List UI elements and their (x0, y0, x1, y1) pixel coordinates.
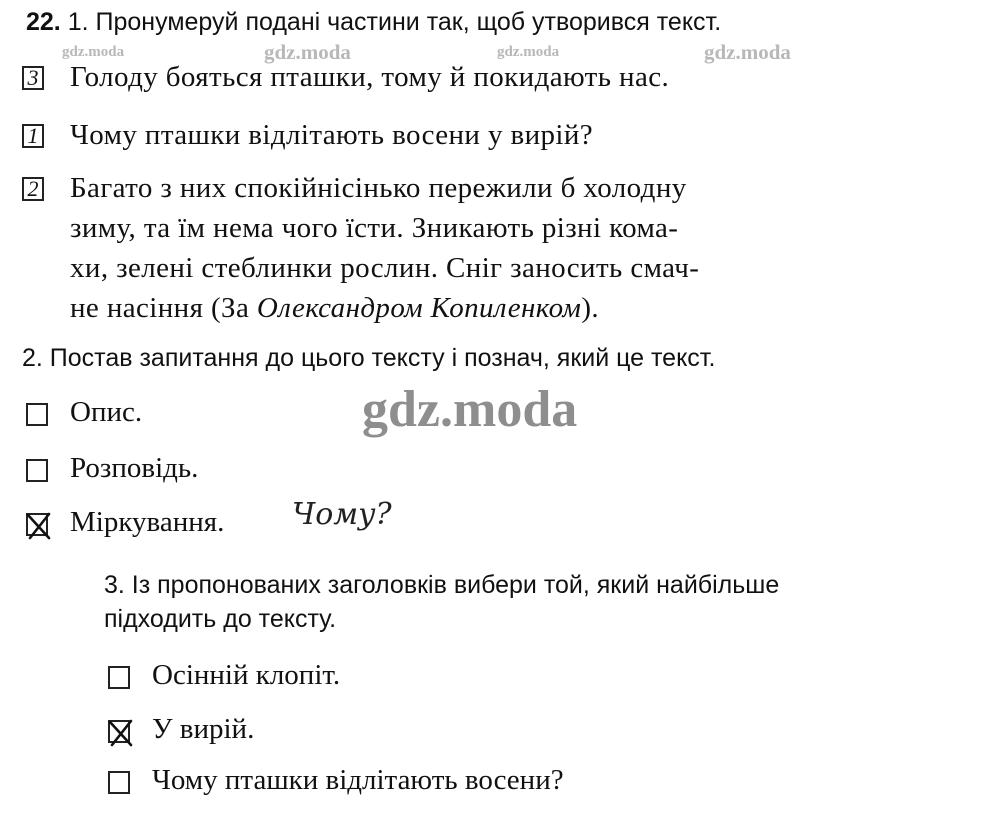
order-number: 1 (27, 123, 39, 148)
text-part-line: Голоду бояться пташки, тому й покидають нас. (70, 61, 670, 93)
title-option: У вирій. (152, 713, 255, 745)
title-checkbox[interactable] (108, 771, 130, 794)
order-box[interactable] (22, 66, 44, 90)
text-part-line: зиму, та їм нема чого їсти. Зникають різні кома- (70, 212, 679, 244)
text-type-label: Міркування. (70, 506, 225, 538)
title-option: Осінній клопіт. (152, 659, 341, 691)
task-number: 22. (26, 8, 61, 36)
part3-instruction: підходить до тексту. (104, 605, 337, 633)
order-box[interactable] (22, 124, 44, 148)
part3-instruction: 3. Із пропонованих заголовків вибери той, який найбільше (104, 571, 780, 599)
handwritten-answer: Чому? (292, 497, 392, 532)
title-option: Чому пташки відлітають восени? (152, 764, 564, 796)
text-part-line: Чому пташки відлітають восени у вирій? (70, 119, 594, 151)
watermark: gdz.moda (497, 44, 560, 60)
text-part-line: хи, зелені стеблинки рослин. Сніг заносить смач- (70, 252, 700, 284)
text-type-checkbox[interactable] (26, 459, 48, 482)
text-type-checkbox-checked[interactable] (26, 513, 48, 536)
text-type-checkbox[interactable] (26, 403, 48, 426)
author-name: Олександром Копиленком (256, 292, 582, 324)
text-type-label: Розповідь. (70, 452, 199, 484)
title-checkbox[interactable] (108, 666, 130, 689)
order-number: 2 (27, 176, 39, 201)
text-part-line: Багато з них спокійнісінько пережили б холодну (70, 172, 687, 204)
task-header (26, 8, 721, 37)
watermark-large: gdz.moda (362, 381, 578, 438)
part2-instruction: 2. Постав запитання до цього тексту і познач, який це текст. (22, 344, 716, 372)
part1-instruction: 1. Пронумеруй подані частини так, щоб утворився текст. (67, 8, 722, 36)
check-mark-icon (25, 511, 53, 541)
order-box[interactable] (22, 177, 44, 201)
text-part-line (70, 292, 599, 325)
watermark: gdz.moda (704, 40, 791, 64)
watermark: gdz.moda (62, 44, 125, 60)
watermark: gdz.moda (264, 40, 351, 64)
text-type-label: Опис. (70, 396, 143, 428)
order-number: 3 (27, 65, 39, 90)
check-mark-icon (107, 718, 135, 748)
text-part-fragment: не насіння (За (70, 292, 257, 324)
text-part-fragment: ). (581, 292, 600, 324)
title-checkbox-checked[interactable] (108, 720, 130, 743)
